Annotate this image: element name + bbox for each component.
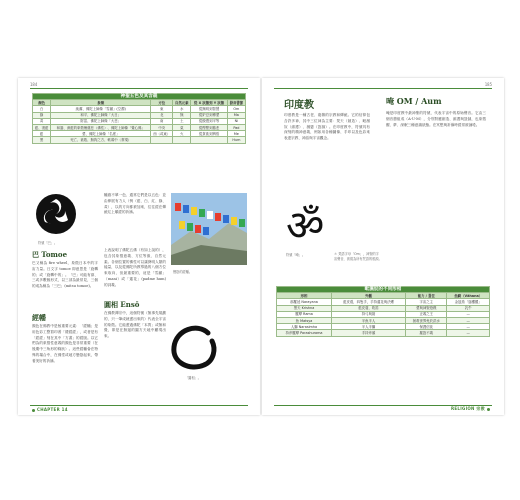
table-cell: 黃 bbox=[33, 118, 51, 124]
table-cell: Me bbox=[227, 131, 245, 137]
tomoe-caption: 符號「巴」。 bbox=[38, 241, 58, 245]
table-cell: Ni bbox=[227, 118, 245, 124]
table-header-cell: 能力 / 責任 bbox=[406, 293, 447, 299]
table-cell: 和諧、深藍的象徵懷慈悲（佛性）、佛陀上師像「覺心佛」 bbox=[51, 124, 151, 130]
table-title: 毗濕奴的不同形相 bbox=[277, 287, 490, 293]
enso-body: 在佛教禪宗中，這個符號（無事先規劃的，只一筆成就畫出來的）代表全宇宙的象徵。它能畫過佛陀「本質」或無和覺，即是在無邊的圓方天地中顯現出來。 bbox=[104, 311, 166, 339]
page-number: 184 bbox=[30, 82, 38, 87]
table-cell: 從慳慳到慈悲 bbox=[191, 124, 227, 130]
table-cell: 東 bbox=[151, 106, 173, 112]
table-title: 神聖五色及其含義 bbox=[33, 94, 246, 100]
enso-icon bbox=[168, 321, 220, 373]
hindu-heading: 印度教 bbox=[284, 100, 314, 111]
table-cell: 保護信徒 bbox=[406, 324, 447, 330]
table-cell: 那羅延 Narayana bbox=[277, 299, 332, 305]
table-cell: 白 bbox=[33, 106, 51, 112]
table-cell: 藍、淺藍 bbox=[33, 124, 51, 130]
table-cell: 人獅 Narasimha bbox=[277, 324, 332, 330]
table-cell: 中央 bbox=[151, 124, 173, 130]
table-cell: 愛、佛陀上師像「名度」 bbox=[51, 131, 151, 137]
prayer-flags-photo bbox=[171, 193, 247, 265]
table-cell: 從傲慢到平等 bbox=[191, 118, 227, 124]
table-cell: 火 bbox=[173, 131, 191, 137]
table-cell: 從妒忌到博愛 bbox=[191, 112, 227, 118]
footer-dot bbox=[487, 408, 490, 411]
left-page bbox=[18, 78, 260, 415]
vishnu-forms-table bbox=[276, 286, 490, 337]
table-header-cell: 坐騎（Vāhana） bbox=[447, 293, 490, 299]
table-cell: 從貪欲到辨悟 bbox=[191, 131, 227, 137]
table-cell: 羅摩 Rama bbox=[277, 311, 332, 317]
table-cell: 死亡、衰敗、無拘之方、軟弱中（實現） bbox=[51, 137, 151, 143]
om-body: 唵是印度教中最神聖的符號，代表宇宙中的原始聲音。它由三個音節組成（A-U-M），分別對應創造、維護與毀滅，也象徵醒、夢、深眠三種意識狀態。在冥想與祈禱時經常被誦唸。 bbox=[386, 111, 486, 127]
table-cell: 半人半獅 bbox=[332, 324, 406, 330]
om-caption: 符號「唵」。 bbox=[286, 253, 306, 257]
table-cell: 金翅鳥「迦樓羅」 bbox=[447, 299, 490, 305]
table-header-cell: 發音書節 bbox=[227, 100, 245, 106]
table-cell: 藍 bbox=[33, 131, 51, 137]
table-cell: 摧毀不義 bbox=[406, 330, 447, 336]
enso-caption: 「圓相」。 bbox=[185, 376, 201, 380]
table-cell: 水 bbox=[173, 106, 191, 112]
table-cell: 乳牛 bbox=[447, 305, 490, 311]
table-cell: 氣 bbox=[173, 124, 191, 130]
footer-rule bbox=[30, 405, 248, 406]
table-header-cell: 自然元素 bbox=[173, 100, 191, 106]
table-row bbox=[33, 137, 246, 143]
header-rule bbox=[30, 88, 248, 89]
table-cell: 魚 Matsya bbox=[277, 317, 332, 323]
table-cell: 西（或東） bbox=[151, 131, 173, 137]
tomoe-heading: 巴 Tomoe bbox=[32, 250, 68, 259]
table-header-cell: 象徵 bbox=[51, 100, 151, 106]
chapter-label: CHAPTER 14 bbox=[37, 407, 68, 412]
table-cell bbox=[173, 137, 191, 143]
table-cell: 財富、佛陀上師像「大悲」 bbox=[51, 118, 151, 124]
banner-body: 顏色在佛教中是極重要元素：「經幡」是用色彩工整寫印著「禮經經」，或者是有「經經」刻在其中「方書」的經版。以它們為的象徵性意義的顏色是非常重要（在後期中三角形的條狀）。這些經幡會在特殊的場合中，在佛堂或地方懸掛起來，帶著美好的祈禱。 bbox=[32, 324, 98, 363]
table-cell: 半魚半人 bbox=[332, 317, 406, 323]
table-cell: — bbox=[447, 317, 490, 323]
table-cell: 綠 bbox=[33, 112, 51, 118]
tomoe-body: 巴又稱為 fire wheel，象徵日本中的宇宙力量。日文字 tomoe 即意思是「旋轉的」或「旋轉中的」。「巴」可能有兩、三或多數個形式，以三部為最常見，三個的成為稱為「三巴」(mitsu tomoe)。 bbox=[32, 261, 98, 289]
footer-dot bbox=[32, 409, 35, 412]
table-cell: 純潔、佛陀上師像「雪鐵」(空濁) bbox=[51, 106, 151, 112]
table-cell: 正義之王 bbox=[406, 311, 447, 317]
table-cell: Hum bbox=[227, 137, 245, 143]
table-row bbox=[277, 330, 490, 336]
om-icon: ॐ bbox=[286, 201, 325, 250]
header-rule bbox=[274, 88, 492, 89]
enso-heading: 圓相 Ensō bbox=[104, 300, 140, 309]
note-body: 上表說明了佛陀五佛（有如上說的），包含其象徵意義、方位等級、自然元素。各個位置的佛性可以讓發明人類的能量，以及從佛陀所教導過的八個方位來取向，但最重要的，這是「雪鐵」（mani）或「蓮花」(padme hum) 的詞義。 bbox=[104, 248, 166, 287]
table-cell: 手持斧頭 bbox=[332, 330, 406, 336]
table-cell: 宇宙之主 bbox=[406, 299, 447, 305]
table-cell: 土 bbox=[173, 118, 191, 124]
right-page bbox=[262, 78, 504, 415]
table-cell: 黑 bbox=[33, 137, 51, 143]
table-cell: 持斧羅摩 Parashurama bbox=[277, 330, 332, 336]
table-cell: — bbox=[447, 324, 490, 330]
table-cell: — bbox=[447, 311, 490, 317]
table-cell: 持弓與箭 bbox=[332, 311, 406, 317]
table-cell: 南 bbox=[151, 118, 173, 124]
table-cell: Pad bbox=[227, 124, 245, 130]
table-cell: 黑天 Krishna bbox=[277, 305, 332, 311]
table-cell bbox=[151, 137, 173, 143]
table-header-cell: 形相 bbox=[277, 293, 332, 299]
table-cell bbox=[191, 137, 227, 143]
five-colors-table bbox=[32, 93, 246, 144]
om-note: ＊ 梵語字母「Om」，神聖的宇宙聲音，被視為所有咒語的根源。 bbox=[334, 252, 382, 261]
table-cell: 愛與神聖遊戲 bbox=[406, 305, 447, 311]
table-cell: Ma bbox=[227, 112, 245, 118]
chapter-footer bbox=[451, 406, 492, 412]
chapter-footer bbox=[30, 407, 68, 412]
table-cell: Om bbox=[227, 106, 245, 112]
flags-caption: 懸掛的經幡。 bbox=[173, 270, 193, 274]
hindu-body: 印度教是一種古老、複雜的宗教和傳統。它的信仰包含許多神，其中三位神為主要：梵天（創造）、毗濕奴（維護）、濕婆（毀滅）。在印度教中，符號具有深刻的精神意義，例如用各種圖像、手印以及色彩來表達宗教、神話與宇宙觀念。 bbox=[284, 113, 370, 141]
table-cell: — bbox=[447, 330, 490, 336]
tomoe-icon bbox=[35, 193, 77, 235]
om-heading: 唵 OM / Aum bbox=[386, 96, 442, 106]
flags-body: 幡旗不單一色、通常它們是以五色：並由伸展有力人（例（藍、白、紅、綠、黃），以的方向都被加來，往往經在傳統紅上順經的祈禱。 bbox=[104, 193, 166, 215]
banner-heading: 經幡 bbox=[32, 313, 46, 322]
table-cell: 無 bbox=[173, 112, 191, 118]
table-header-cell: 顏色 bbox=[33, 100, 51, 106]
table-cell: 北 bbox=[151, 112, 173, 118]
table-cell: 拯救世界免於洪水 bbox=[406, 317, 447, 323]
table-cell: 從無明到智慧 bbox=[191, 106, 227, 112]
chapter-label: RELIGION 宗教 bbox=[450, 406, 485, 411]
table-header-cell: 從 X 狀態到 Y 狀態 bbox=[191, 100, 227, 106]
table-header-cell: 外觀 bbox=[332, 293, 406, 299]
table-cell: 和平、佛陀上師像「大日」 bbox=[51, 112, 151, 118]
page-number: 185 bbox=[484, 82, 492, 87]
table-header-cell: 方位 bbox=[151, 100, 173, 106]
table-cell: 藍皮膚，四隻手，手持蓮花與法螺 bbox=[332, 299, 406, 305]
table-cell: 藍皮膚，吹笛 bbox=[332, 305, 406, 311]
